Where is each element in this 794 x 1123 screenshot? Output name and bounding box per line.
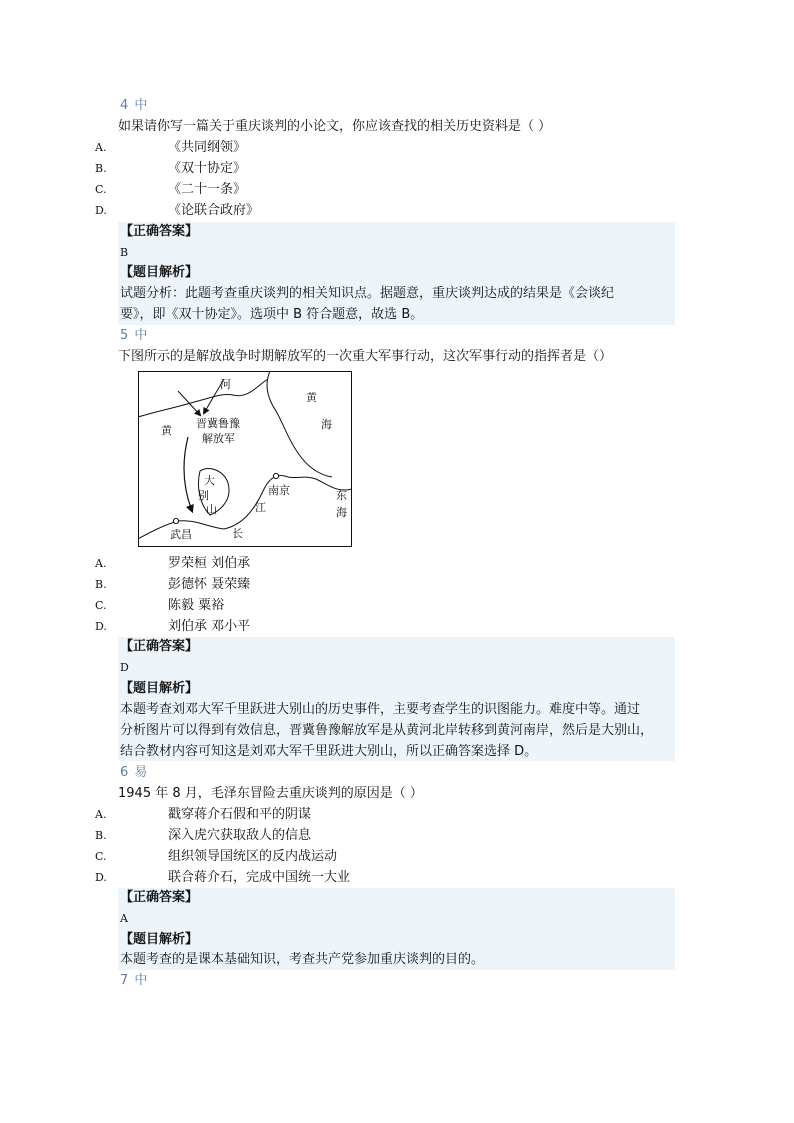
q6-option-b-letter: B. xyxy=(95,829,107,842)
map-label-army-line-2: 解放军 xyxy=(202,432,235,445)
map-label-dong: 东 xyxy=(336,489,347,502)
q6-option-b-text: 深入虎穴获取敌人的信息 xyxy=(168,828,312,843)
q4-option-d-text: 《论联合政府》 xyxy=(168,203,260,218)
q5-analysis-label: 【题目解析】 xyxy=(120,681,199,696)
q4-analysis-line-2: 要》，即《双十协定》。选项中 B 符合题意，故选 B。 xyxy=(120,307,424,322)
q5-analysis-line-1: 本题考查刘邓大军千里跃进大别山的历史事件，主要考查学生的识图能力。难度中等。通过 xyxy=(120,702,641,717)
map-label-da: 大 xyxy=(204,474,215,487)
q4-answer-value: B xyxy=(120,246,129,259)
map-label-wuchang: 武昌 xyxy=(170,528,192,541)
q6-option-a-letter: A. xyxy=(95,808,107,821)
q6-option-c-text: 组织领导国统区的反内战运动 xyxy=(168,849,338,864)
question-6-header: 6 易 xyxy=(120,765,149,780)
map-label-he: 河 xyxy=(220,378,231,391)
q6-option-d-text: 联合蒋介石，完成中国统一大业 xyxy=(168,870,351,885)
map-label-jiang: 江 xyxy=(255,501,266,514)
question-6-stem: 1945 年 8 月，毛泽东冒险去重庆谈判的原因是（ ） xyxy=(118,786,423,801)
q4-analysis-line-1: 试题分析：此题考查重庆谈判的相关知识点。据题意，重庆谈判达成的结果是《会谈纪 xyxy=(120,286,615,301)
map-label-hai: 海 xyxy=(321,418,332,431)
q4-option-c-letter: C. xyxy=(95,183,107,196)
map-label-bie: 别 xyxy=(198,489,209,502)
q5-option-a-letter: A. xyxy=(95,557,107,570)
map-label-shan: 山 xyxy=(206,503,217,516)
q5-option-b-text: 彭德怀 聂荣臻 xyxy=(168,577,251,592)
q6-option-d-letter: D. xyxy=(95,871,107,884)
q6-answer-value: A xyxy=(120,912,128,925)
map-label-huang-left: 黄 xyxy=(161,424,172,437)
q6-option-c-letter: C. xyxy=(95,850,107,863)
q5-answer-value: D xyxy=(120,661,129,674)
q4-analysis-label: 【题目解析】 xyxy=(120,265,199,280)
question-5-stem: 下图所示的是解放战争时期解放军的一次重大军事行动，这次军事行动的指挥者是（） xyxy=(118,349,613,364)
q5-option-d-text: 刘伯承 邓小平 xyxy=(168,619,251,634)
q4-option-b-letter: B. xyxy=(95,162,107,175)
q6-option-a-text: 戳穿蒋介石假和平的阴谋 xyxy=(168,807,312,822)
q6-analysis-label: 【题目解析】 xyxy=(120,932,199,947)
q5-option-c-letter: C. xyxy=(95,599,107,612)
q4-option-b-text: 《双十协定》 xyxy=(168,161,247,176)
question-7-header: 7 中 xyxy=(120,973,149,988)
map-label-hai2: 海 xyxy=(336,506,347,519)
q4-answer-label: 【正确答案】 xyxy=(120,224,199,239)
question-4-stem: 如果请你写一篇关于重庆谈判的小论文，你应该查找的相关历史资料是（ ） xyxy=(118,119,552,134)
q4-option-a-letter: A. xyxy=(95,141,107,154)
map-label-chang: 长 xyxy=(232,527,243,540)
q4-option-c-text: 《二十一条》 xyxy=(168,182,247,197)
dabie-mountain-map xyxy=(138,371,352,547)
question-5-header: 5 中 xyxy=(120,328,149,343)
q5-analysis-line-3: 结合教材内容可知这是刘邓大军千里跃进大别山，所以正确答案选择 D。 xyxy=(120,744,538,759)
q5-option-a-text: 罗荣桓 刘伯承 xyxy=(168,556,251,571)
map-label-army-line-1: 晋冀鲁豫 xyxy=(196,417,240,430)
question-4-header: 4 中 xyxy=(120,98,149,113)
q5-answer-label: 【正确答案】 xyxy=(120,639,199,654)
q5-option-d-letter: D. xyxy=(95,620,107,633)
q5-analysis-line-2: 分析图片可以得到有效信息，晋冀鲁豫解放军是从黄河北岸转移到黄河南岸，然后是大别山， xyxy=(120,723,654,738)
q6-answer-label: 【正确答案】 xyxy=(120,890,199,905)
q5-option-b-letter: B. xyxy=(95,578,107,591)
q4-option-a-text: 《共同纲领》 xyxy=(168,140,247,155)
q4-option-d-letter: D. xyxy=(95,204,107,217)
map-label-huang-right: 黄 xyxy=(306,391,317,404)
q6-analysis-line-1: 本题考查的是课本基础知识，考查共产党参加重庆谈判的目的。 xyxy=(120,952,485,967)
q5-option-c-text: 陈毅 粟裕 xyxy=(168,598,225,613)
map-label-nanjing: 南京 xyxy=(268,484,290,497)
